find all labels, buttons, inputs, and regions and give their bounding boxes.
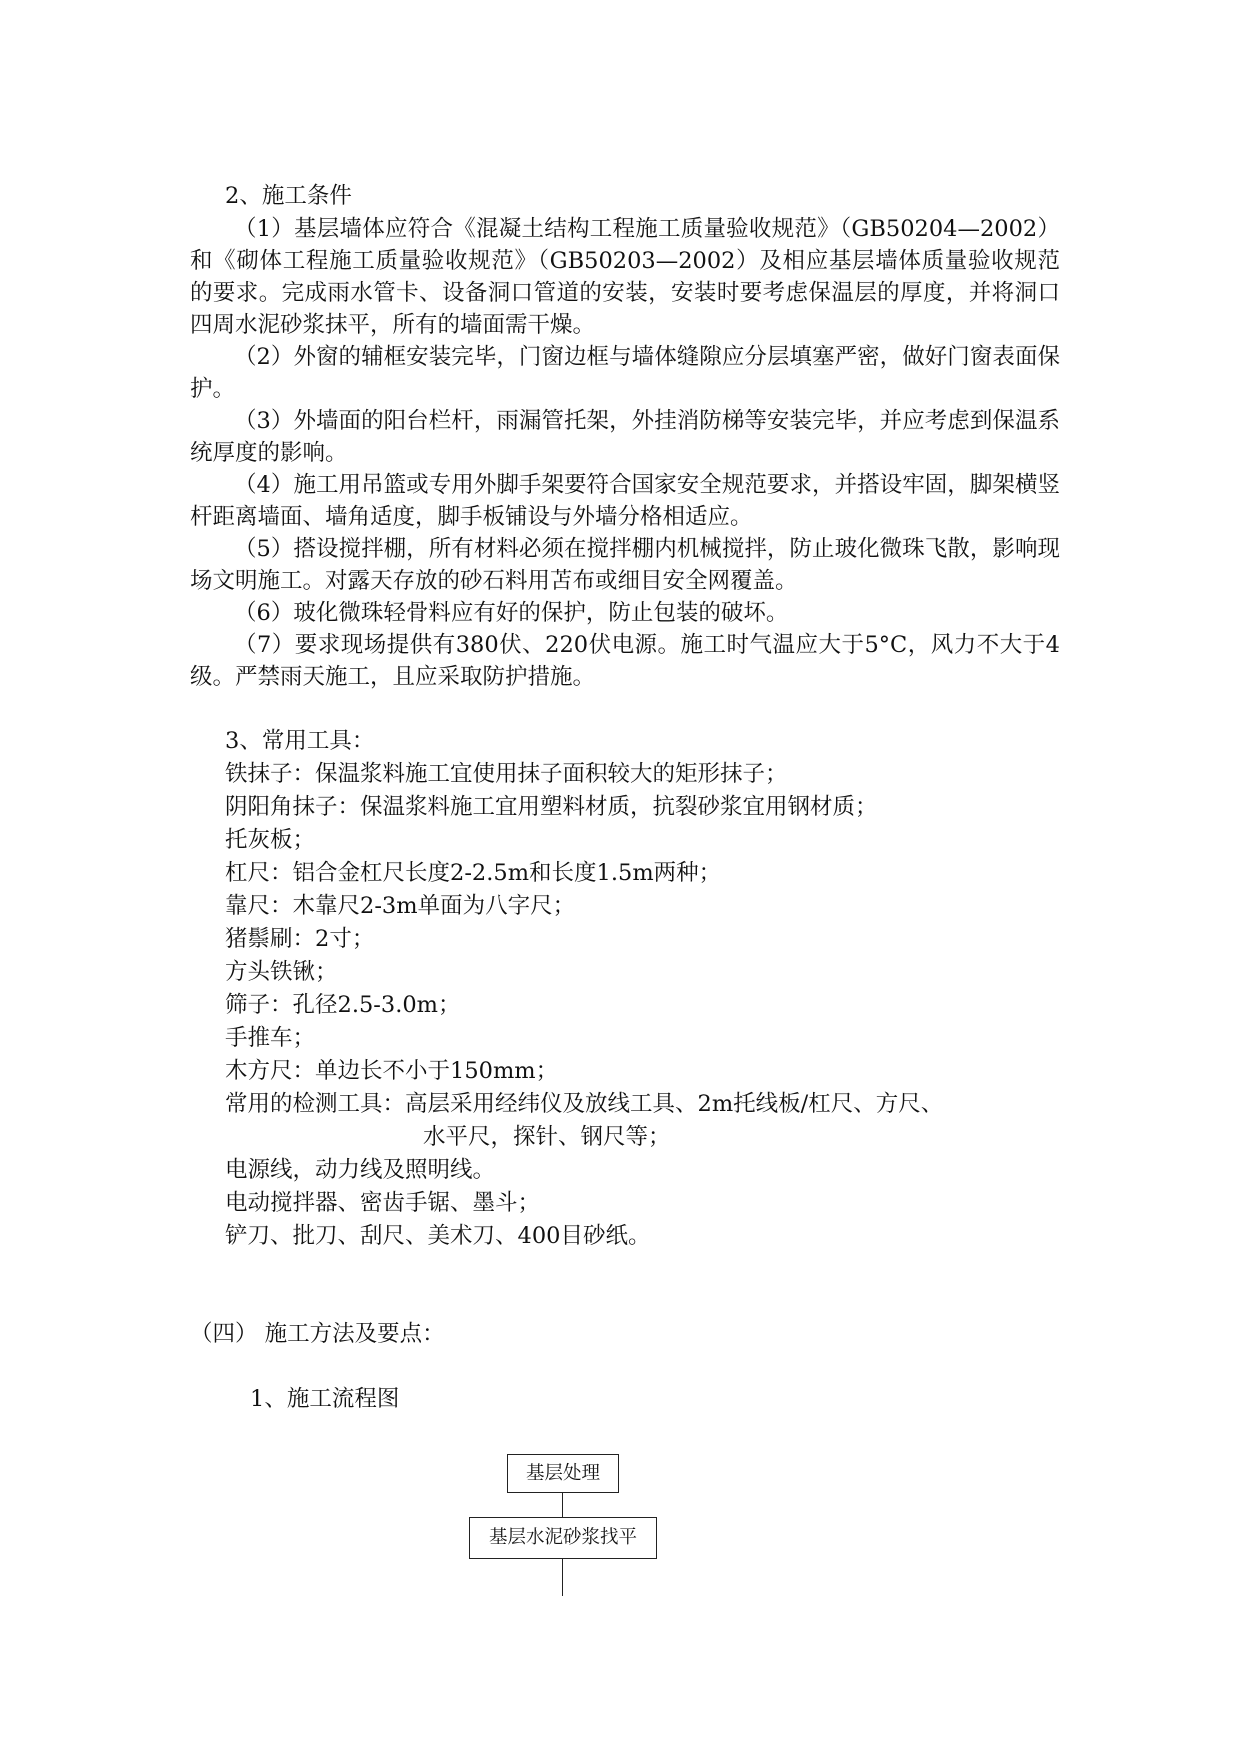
section-3-heading: 3、常用工具： (225, 728, 375, 754)
condition-item-2: （2）外窗的辅框安装完毕，门窗边框与墙体缝隙应分层填塞严密，做好门窗表面保护。 (190, 344, 1060, 402)
tool-item: 手推车； (225, 1025, 316, 1051)
condition-item-4: （4）施工用吊篮或专用外脚手架要符合国家安全规范要求，并搭设牢固，脚架横竖杆距离墙面、墙角适度，脚手板铺设与外墙分格相适应。 (190, 472, 1060, 530)
flow-connector (562, 1558, 563, 1596)
tool-item-continuation: 水平尺，探针、钢尺等； (423, 1124, 671, 1150)
tool-item: 杠尺：铝合金杠尺长度2-2.5m和长度1.5m两种； (225, 860, 722, 886)
tool-item: 方头铁锹； (225, 959, 338, 985)
tool-item: 铲刀、批刀、刮尺、美术刀、400目砂纸。 (225, 1223, 651, 1249)
flow-step-mortar-leveling: 基层水泥砂浆找平 (469, 1517, 657, 1559)
condition-item-6: （6）玻化微珠轻骨料应有好的保护，防止包装的破坏。 (234, 600, 789, 626)
tool-item: 托灰板； (225, 827, 316, 853)
tool-item: 木方尺：单边长不小于150mm； (225, 1058, 559, 1084)
condition-item-5: （5）搭设搅拌棚，所有材料必须在搅拌棚内机械搅拌，防止玻化微珠飞散，影响现场文明施工。对露天存放的砂石料用苫布或细目安全网覆盖。 (190, 536, 1060, 594)
flow-step-base-treatment: 基层处理 (507, 1454, 619, 1493)
flow-connector (562, 1492, 563, 1517)
tool-item: 电源线，动力线及照明线。 (225, 1157, 496, 1183)
tool-item: 筛子：孔径2.5-3.0m； (225, 992, 461, 1018)
tool-item: 电动搅拌器、密齿手锯、墨斗； (225, 1190, 541, 1216)
tool-item: 阴阳角抹子：保温浆料施工宜用塑料材质，抗裂砂浆宜用钢材质； (225, 794, 878, 820)
condition-item-1: （1）基层墙体应符合《混凝土结构工程施工质量验收规范》（GB50204—2002）和《砌体工程施工质量验收规范》（GB50203—2002）及相应基层墙体质量验收规范的要求。完成雨水管卡、设备洞口管道的安装，安装时要考虑保温层的厚度，并将洞口四周水泥砂浆抹平，所有的墙面需干燥。 (190, 216, 1060, 338)
condition-item-7: （7）要求现场提供有380伏、220伏电源。施工时气温应大于5°C，风力不大于4级。严禁雨天施工，且应采取防护措施。 (190, 632, 1060, 690)
section-4-heading: （四） 施工方法及要点： (190, 1321, 445, 1347)
condition-item-3: （3）外墙面的阳台栏杆，雨漏管托架，外挂消防梯等安装完毕，并应考虑到保温系统厚度的影响。 (190, 408, 1060, 466)
tool-item: 猪鬃刷：2寸； (225, 926, 375, 952)
tool-item: 常用的检测工具：高层采用经纬仪及放线工具、2m托线板/杠尺、方尺、 (225, 1091, 944, 1117)
tool-item: 靠尺：木靠尺2-3m单面为八字尺； (225, 893, 576, 919)
section-2-heading: 2、施工条件 (225, 183, 352, 209)
tool-item: 铁抹子：保温浆料施工宜使用抹子面积较大的矩形抹子； (225, 761, 788, 787)
flowchart-title: 1、施工流程图 (250, 1386, 400, 1412)
